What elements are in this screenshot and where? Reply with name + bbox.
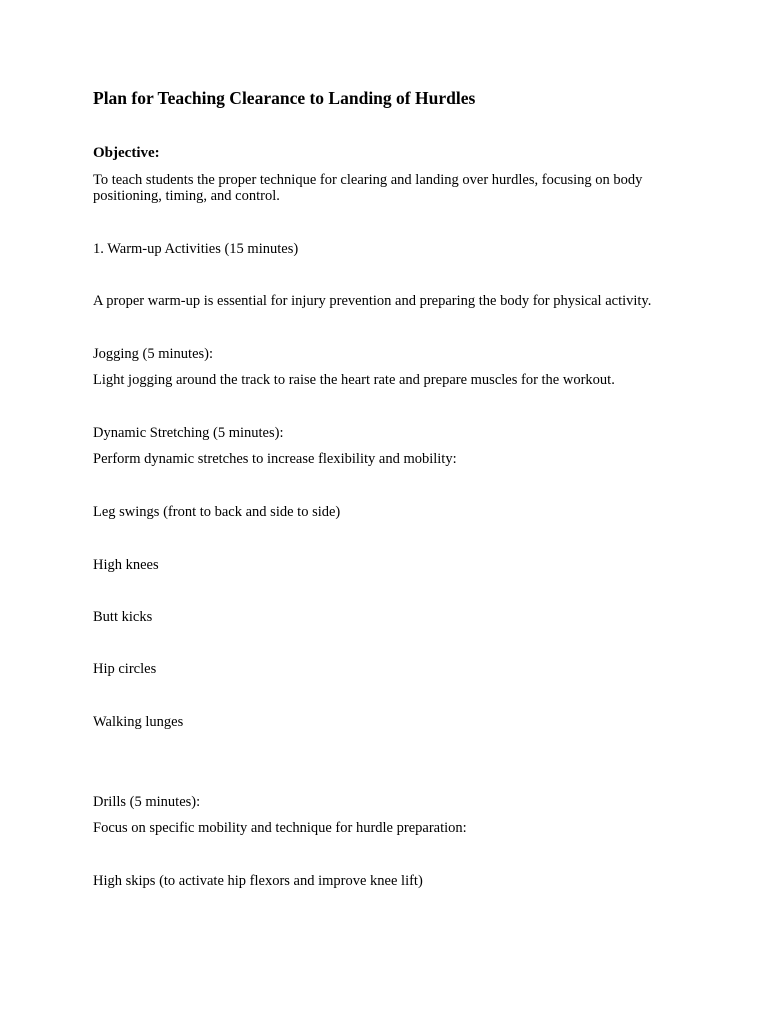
drills-text: Focus on specific mobility and technique for hurdle preparation: (93, 820, 467, 836)
document-title: Plan for Teaching Clearance to Landing of Hurdles (93, 88, 476, 108)
section1-intro: A proper warm-up is essential for injury prevention and preparing the body for physical activity. (93, 293, 652, 309)
list-item: High skips (to activate hip flexors and improve knee lift) (93, 873, 423, 889)
list-item: High knees (93, 557, 159, 573)
stretching-heading: Dynamic Stretching (5 minutes): (93, 425, 284, 441)
jogging-heading: Jogging (5 minutes): (93, 346, 214, 362)
objective-heading: Objective: (93, 145, 160, 161)
list-item: Walking lunges (93, 714, 184, 730)
section1-heading: 1. Warm-up Activities (15 minutes) (93, 241, 299, 257)
list-item: Leg swings (front to back and side to side) (93, 504, 341, 520)
list-item: Hip circles (93, 661, 157, 677)
jogging-text: Light jogging around the track to raise the heart rate and prepare muscles for the workout. (93, 372, 615, 388)
list-item: Butt kicks (93, 609, 153, 625)
drills-heading: Drills (5 minutes): (93, 794, 201, 810)
objective-text: To teach students the proper technique for clearing and landing over hurdles, focusing on body positioning, timing, and control. (93, 172, 643, 204)
stretching-text: Perform dynamic stretches to increase flexibility and mobility: (93, 451, 457, 467)
